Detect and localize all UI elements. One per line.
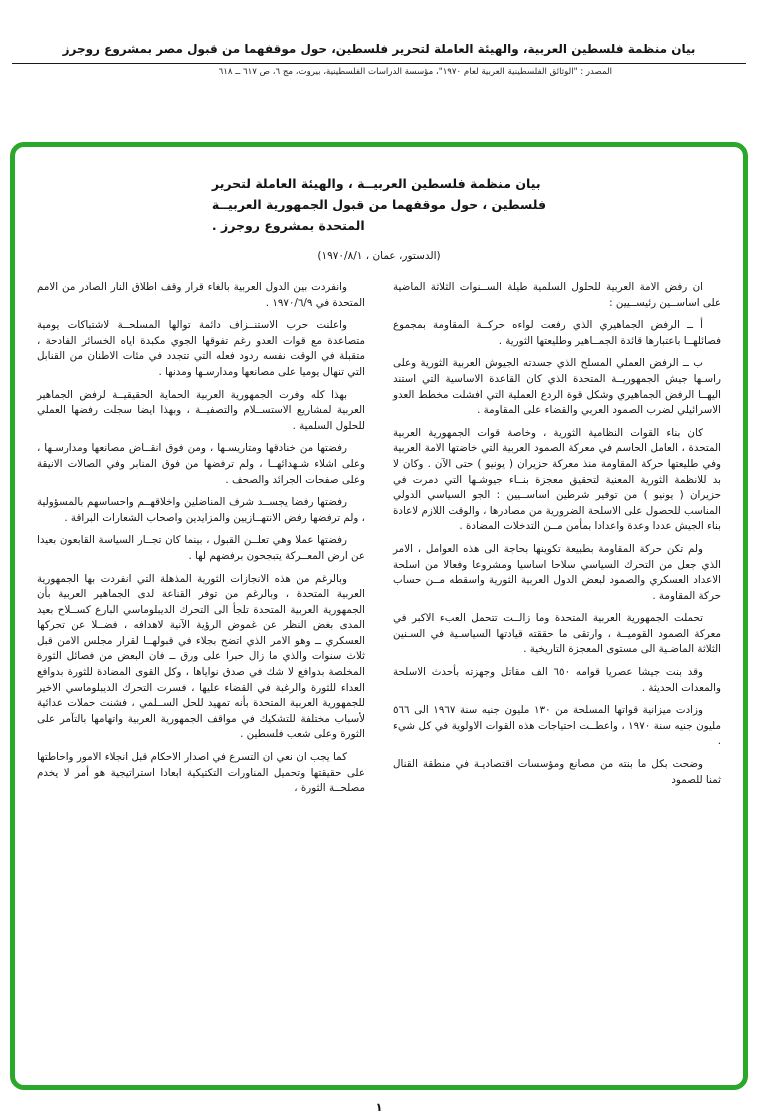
body-columns <box>37 280 721 804</box>
paragraph: وزادت ميزانية قواتها المسلحة من ١٣٠ مليون جنيه سنة ١٩٦٧ الى ٥٦٦ مليون جنيه سنة ١٩٧٠ ، واعطــت احتياجات هذه القوات الاولوية في كل شيء . <box>393 704 721 748</box>
document-title-line: فلسطين ، حول موقفهما من قبول الجمهورية العربيــة <box>211 197 547 212</box>
document-page <box>0 42 758 1114</box>
paragraph: وضحت بكل ما بنته من مصانع ومؤسسات اقتصاديـة في منطقة القنال ثمنا للصمود <box>393 758 721 786</box>
header-divider <box>12 63 746 64</box>
paragraph: ب ــ الرفض العملي المسلح الذي جسدته الجيوش العربية الثورية وعلى راسـها جيش الجمهوريــة المتحدة الذي كان القاعدة الاساسية التي استند اليهــا الرفض الجماهيري وشكل قوة الردع العملية التي افشلت مخطط العدو الاسرائيلي لضرب الصمود العربي والقضاء على المقاومة . <box>393 357 721 417</box>
document-title-line: المتحدة بمشروع روجرز . <box>211 218 365 233</box>
paragraph: رفضتها من خنادقها ومتاريسـها ، ومن فوق انقــاض مصانعها ومدارسـها ، وعلى اشلاء شـهدائهــا ، ولم ترفضها من فوق المنابر وفي الصالات الانيقة وعلى صفحات الجرائد والصحف . <box>37 442 365 486</box>
column-right <box>393 280 721 804</box>
paragraph: تحملت الجمهورية العربية المتحدة وما زالــت تتحمل العبء الاكبر في معركة الصمود القوميــة ، وارتقى ما حققته قيادتها السياسـية في السـنين الثلاثة الماضـية الى مستوى المعجزة التاريخية . <box>393 612 721 656</box>
paragraph: وقد بنت جيشا عصريا قوامه ٦٥٠ الف مقاتل وجهزته بأحدث الاسلحة والمعدات الحديثة . <box>393 666 721 694</box>
paragraph: رفضتها عملا وهي تعلــن القبول ، بينما كان تجــار السياسة القابعون بعيدا عن ارض المعــركة يتبجحون برفضهم لها . <box>37 534 365 562</box>
paragraph: ان رفض الامة العربية للحلول السلمية طيلة الســنوات الثلاثة الماضية على اساســين رئيســيين : <box>393 281 721 309</box>
column-left <box>37 280 365 804</box>
paragraph: واعلنت حرب الاستنــزاف دائمة توالها المسلحــة لاشتباكات يومية متصاعدة مع قوات العدو رغم تفوقها الجوي مكبدة اياه الخسائر الفادحة ، متقبلة في الوقت نفسه ردود فعله التي تتجدد في مئات الاطنان من القنابل التي تنهال يوميا على مصانعها ومدارسـها ومدنها . <box>37 319 365 378</box>
page-header <box>0 42 758 77</box>
paragraph: أ ــ الرفض الجماهيري الذي رفعت لواءه حركــة المقاومة بمجموع فصائلهــا باعتبارها قائدة الجمــاهير وطليعتها الثورية . <box>393 319 721 347</box>
paragraph: بهذا كله وفرت الجمهورية العربية الحماية الحقيقيــة لرفض الجماهير العربية لمشاريع الاستســلام والتصفيــة ، وبهذا ايضا سجلت رفضها العملي للحلول السلمية . <box>37 388 365 432</box>
dateline: (الدستور، عمان ، ١٩٧٠/٨/١) <box>317 250 441 262</box>
paragraph: كان بناء القوات النظامية الثورية ، وخاصة قوات الجمهورية العربية المتحدة ، العامل الحاسم في معركة الصمود العربية التي خاضتها الامة العربية وفي طليعتها حركة المقاومة منذ معركة حزيران ( يونيو ) حتى الآن . وكان لا بد للانظمة الثورية المعنية لتحقيق معجزة بنــاء جيوشـها التي دمرت في حزيران ( يونيو ) من توفير شرطين اساســيين : الجو السياسي الدولي المناسب للحصول على الاسلحة الضرورية من مصادرها ، والوقت اللازم لاعادة بناء الجيش عددا وعدة واعدادا بمأمن مــن التدخلات المضادة . <box>393 426 721 533</box>
document-frame <box>10 142 748 1090</box>
paragraph: كما يجب ان نعي ان التسرع في اصدار الاحكام قبل انجلاء الامور واحاطتها على حقيقتها وتحميل المناورات التكتيكية ابعادا استراتيجية هو أمر لا يخدم مصلحــة الثورة ، <box>37 751 365 795</box>
document-title <box>212 173 546 236</box>
header-title: بيان منظمة فلسطين العربية، والهيئة العاملة لتحرير فلسطين، حول موقفهما من قبول مصر بمشروع روجرز <box>62 42 696 56</box>
paragraph: وانفردت بين الدول العربية بالغاء قرار وقف اطلاق النار الصادر من الامم المتحدة في ١٩٧٠/٦/٩ . <box>37 281 365 309</box>
paragraph: رفضتها رفضا يجســد شرف المناضلين واخلاقهــم واحساسهم بالمسؤولية ، ولم ترفضها رفض الانتهــازيين والمزايدين واصحاب الشعارات البراقة . <box>37 496 365 524</box>
source-line: المصدر : "الوثائق الفلسطينية العربية لعام ١٩٧٠"، مؤسسة الدراسات الفلسطينية، بيروت، مج ٦، ص ٦١٧ ــ ٦١٨ <box>218 67 612 77</box>
paragraph: وبالرغم من هذه الانجازات الثورية المذهلة التي انفردت بها الجمهورية العربية المتحدة ، وبالرغم من توفر القناعة لدى الجماهير العربية بأن الجمهورية العربية المتحدة تلجأ الى التحرك الديبلوماسي البارع كســلاح بعيد المدى بغض النظر عن غموض الرؤية الآنية لاهدافه ، فضــلا عن تحركها العسكري ــ وهو الامر الذي اتضح بجلاء في قبولهــا لقرار مجلس الامن قبل ثلاث سنوات والذي ما زال حبرا على ورق ــ فان البعض من فصائل الثورة المخلصة بدوافع لا شك في صدق نواياها ، وكل القوى المضادة للثورة بدوافع العداء للثورة والرغبة في القضاء عليها ، فسرت التحرك الديبلوماسي الاخير للجمهورية العربية المتحدة بأنه تمهيد للحل الســلمي ، فشنت حملات عدائية لأسباب مختلفة للتشكيك في مواقف الجمهورية العربية واتهامها بالتآمر على الثورة وعلى شعب فلسطين . <box>37 572 365 741</box>
document-title-line: بيان منظمة فلسطين العربيــة ، والهيئة العاملة لتحرير <box>211 176 541 191</box>
paragraph: ولم تكن حركة المقاومة بطبيعة تكوينها بحاجة الى هذه العوامل ، الامر الذي جعل من التحرك السياسي سلاحا اساسيا ومشروعا وفعالا من اسلحة الاعداد العسكري والصمود لبعض الدول العربية الثورية واسقطه مــن حساب حركة المقاومة . <box>393 542 721 602</box>
page-number: ١ <box>375 1100 383 1114</box>
